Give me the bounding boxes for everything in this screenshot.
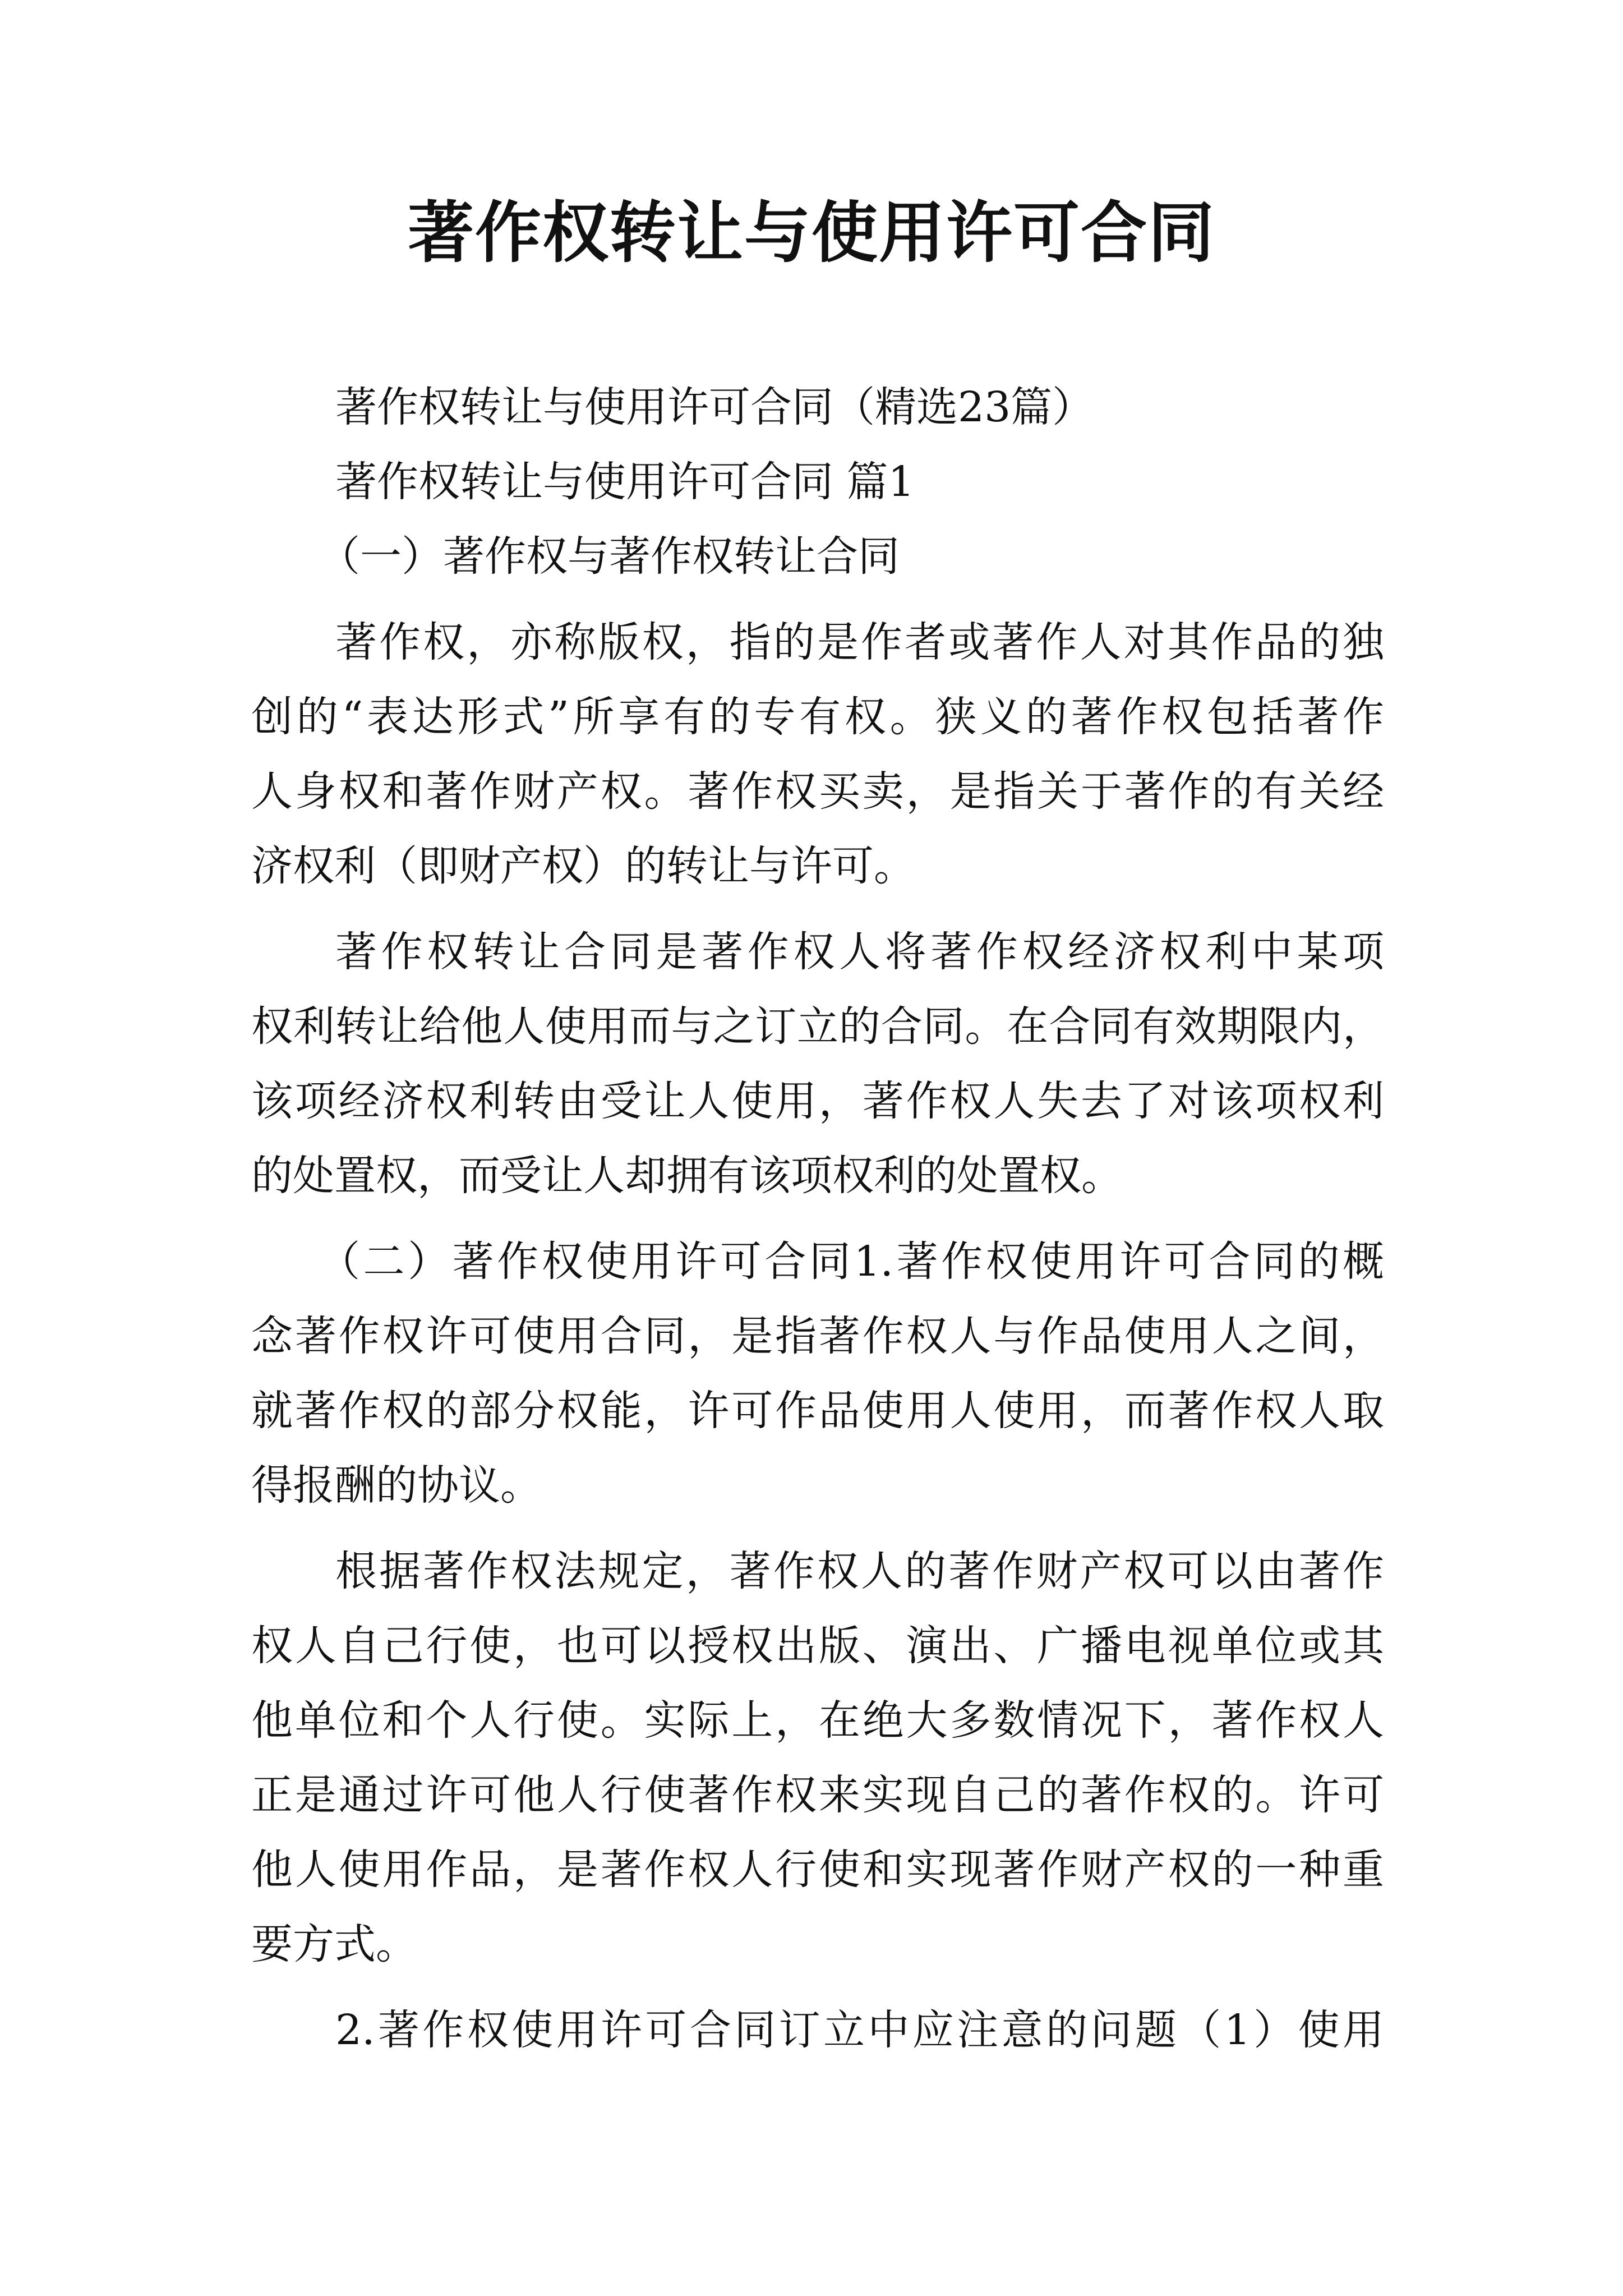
section-heading: 著作权转让与使用许可合同 篇1 [335,458,915,506]
paragraph-line: 权利转让给他人使用而与之订立的合同。在合同有效期限内， [251,1002,1384,1051]
paragraph-line: 的处置权，而受让人却拥有该项权利的处置权。 [251,1152,1123,1200]
subsection-heading: （一）著作权与著作权转让合同 [319,532,900,581]
paragraph-line: 得报酬的协议。 [251,1461,542,1510]
paragraph-line: 创的“表达形式”所享有的专有权。狭义的著作权包括著作 [251,693,1384,741]
paragraph-line: （二）著作权使用许可合同1.著作权使用许可合同的概 [319,1237,1384,1286]
document-title: 著作权转让与使用许可合同 [407,194,1215,272]
paragraph-line: 正是通过许可他人行使著作权来实现自己的著作权的。许可 [251,1771,1384,1819]
paragraph-line: 著作权，亦称版权，指的是作者或著作人对其作品的独 [335,618,1384,666]
paragraph-line: 就著作权的部分权能，许可作品使用人使用，而著作权人取 [251,1387,1384,1435]
paragraph-line: 著作权转让合同是著作权人将著作权经济权利中某项 [335,928,1384,976]
paragraph-line: 权人自己行使，也可以授权出版、演出、广播电视单位或其 [251,1622,1384,1670]
paragraph-line: 他单位和个人行使。实际上，在绝大多数情况下，著作权人 [251,1696,1384,1745]
paragraph-line: 要方式。 [251,1920,417,1968]
paragraph-line: 济权利（即财产权）的转让与许可。 [251,842,915,890]
paragraph-line: 他人使用作品，是著作权人行使和实现著作财产权的一种重 [251,1846,1384,1894]
paragraph-line: 根据著作权法规定，著作权人的著作财产权可以由著作 [335,1547,1384,1595]
document-body [251,370,1384,2068]
paragraph-line: 该项经济权利转由受让人使用，著作权人失去了对该项权利 [251,1077,1384,1125]
paragraph-line: 2.著作权使用许可合同订立中应注意的问题（1）使用 [335,2006,1384,2054]
subtitle-line: 著作权转让与使用许可合同（精选23篇） [335,383,1094,431]
paragraph-line: 人身权和著作财产权。著作权买卖，是指关于著作的有关经 [251,767,1384,816]
paragraph-line: 念著作权许可使用合同，是指著作权人与作品使用人之间， [251,1312,1384,1360]
